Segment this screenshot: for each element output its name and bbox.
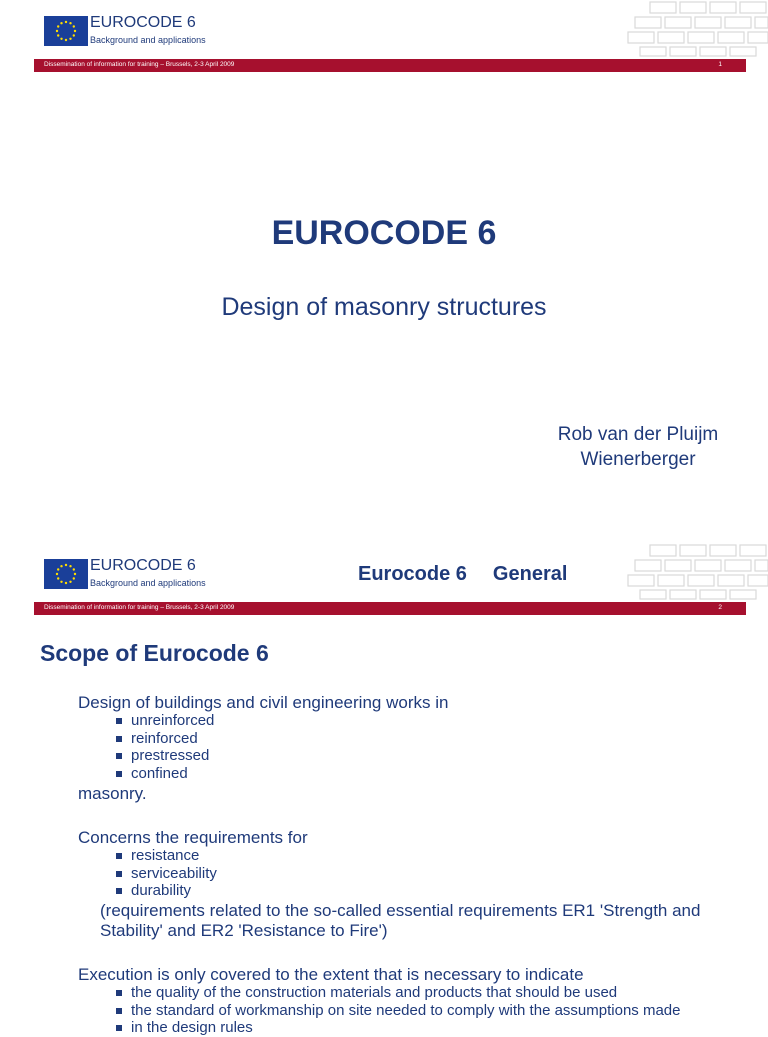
block3-list xyxy=(114,984,680,1037)
block2-intro: Concerns the requirements for xyxy=(78,828,308,847)
brand-title: EUROCODE 6 xyxy=(90,557,196,574)
list-item: in the design rules xyxy=(114,1019,680,1037)
list-item: reinforced xyxy=(114,730,214,748)
slide-2 xyxy=(0,543,768,1036)
list-item: serviceability xyxy=(114,865,217,883)
block1-intro: Design of buildings and civil engineering works in xyxy=(78,693,449,712)
footer-bar xyxy=(34,602,746,615)
footer-bar-text: Dissemination of information for training – Brussels, 2-3 April 2009 xyxy=(44,604,235,611)
header-title-part1: Eurocode 6 xyxy=(358,563,467,585)
section-heading: Scope of Eurocode 6 xyxy=(40,640,269,666)
block2-list xyxy=(114,847,217,900)
brand-title: EUROCODE 6 xyxy=(90,14,196,31)
page-number: 2 xyxy=(718,604,722,611)
eu-flag-icon xyxy=(44,16,88,46)
brick-wall-icon xyxy=(620,543,768,601)
header-title-part2: General xyxy=(492,563,568,585)
footer-bar-text: Dissemination of information for training – Brussels, 2-3 April 2009 xyxy=(44,61,235,68)
brand-subtitle: Background and applications xyxy=(90,578,206,588)
block3-intro: Execution is only covered to the extent that is necessary to indicate xyxy=(78,965,584,984)
list-item: confined xyxy=(114,765,214,783)
slide-header xyxy=(0,543,768,601)
author-company: Wienerberger xyxy=(580,449,696,470)
slide-title: EUROCODE 6 xyxy=(271,214,497,252)
page-number: 1 xyxy=(718,61,722,68)
block1-list xyxy=(114,712,214,782)
brick-wall-icon xyxy=(620,0,768,58)
slide-subtitle: Design of masonry structures xyxy=(221,293,547,321)
header-title xyxy=(358,563,567,586)
brand-subtitle: Background and applications xyxy=(90,35,206,45)
slide-header xyxy=(0,0,768,58)
list-item: resistance xyxy=(114,847,217,865)
block1-outro: masonry. xyxy=(78,784,147,803)
list-item: the quality of the construction materials and products that should be used xyxy=(114,984,680,1002)
list-item: durability xyxy=(114,882,217,900)
list-item: prestressed xyxy=(114,747,214,765)
footer-bar xyxy=(34,59,746,72)
list-item: unreinforced xyxy=(114,712,214,730)
eu-flag-icon xyxy=(44,559,88,589)
block2-note: (requirements related to the so-called essential requirements ER1 'Strength and Stability' and ER2 'Resistance to Fire') xyxy=(100,901,701,940)
list-item: the standard of workmanship on site needed to comply with the assumptions made xyxy=(114,1002,680,1020)
author-name: Rob van der Pluijm xyxy=(557,424,719,445)
author-block xyxy=(540,422,736,472)
